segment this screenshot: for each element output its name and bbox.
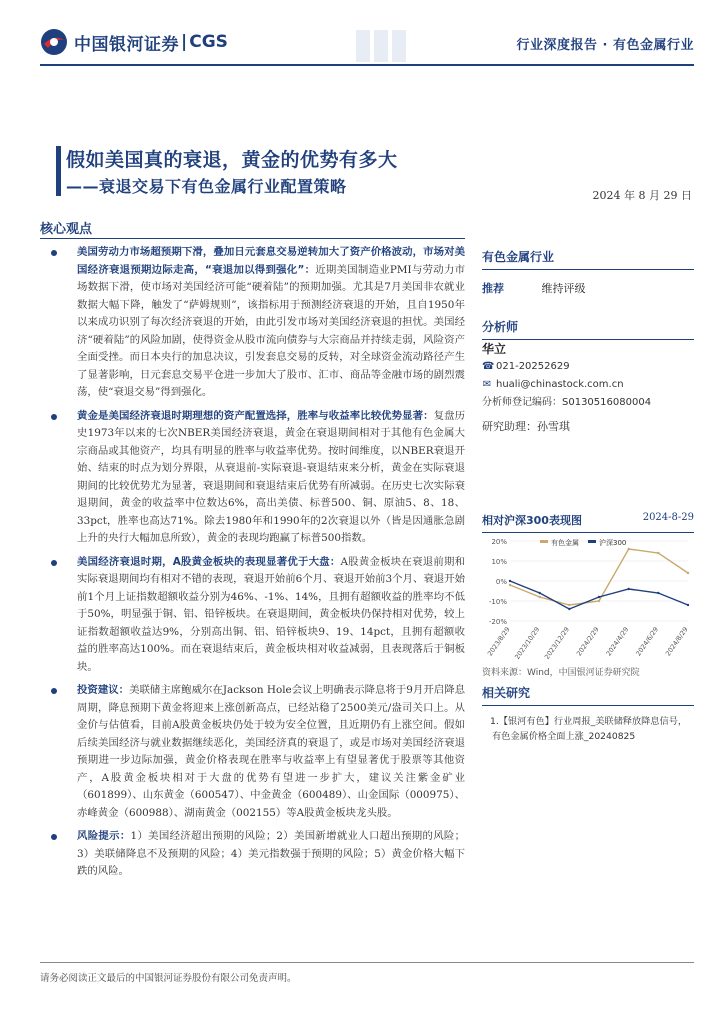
- core-view-item: [40, 828, 465, 881]
- rating-row: [482, 280, 694, 296]
- analyst-info: [482, 340, 694, 412]
- email-icon: ✉: [482, 379, 492, 390]
- footer-divider: [40, 962, 694, 963]
- core-view-item: [40, 554, 465, 677]
- bullet-text: 美联储主席鲍威尔在Jackson Hole会议上明确表示降息将于9月开启降息周期，降息预期下黄金将迎来上涨创新高点，已经站稳了2500美元/盎司关口上。从金价与估值看，目前A股黄金板块仍处于较为安全位置，且近期仍有上涨空间。假如后续美国经济与就业数据继续恶化，美国经济真的衰退了，或是市场对美国经济衰退预期进一步边际加强，黄金价格表现在胜率与收益率上有望显著优于股票等其他资产，A股黄金板块相对于大盘的优势有望进一步扩大，建议关注紫金矿业（601899）、山东黄金（600547）、中金黄金（600489）、山金国际（000975）、赤峰黄金（600988）、湖南黄金（002155）等A股黄金板块龙头股。: [77, 684, 466, 819]
- chart-y-tick-label: -10%: [488, 598, 507, 606]
- analyst-cert: 分析师登记编码：S0130516080004: [482, 397, 652, 408]
- chart-svg: [482, 533, 694, 661]
- bullet-dot-icon: [51, 560, 57, 566]
- analyst-phone: 021-20252629: [496, 361, 570, 372]
- bullet-dot-icon: [51, 250, 57, 256]
- header-divider: [40, 64, 694, 66]
- chart-y-tick-label: -20%: [488, 618, 507, 626]
- chart-legend-label: 沪深300: [599, 539, 627, 547]
- chart-x-tick-label: 2023/12/29: [542, 625, 571, 661]
- bullet-lead: 美国经济衰退时期，A股黄金板块的表现显著优于大盘：: [77, 555, 341, 568]
- chart-point: [598, 596, 600, 598]
- chart-source: 资料来源：Wind，中国银河证券研究院: [482, 668, 640, 678]
- watermark-icon: [352, 26, 422, 66]
- chart-point: [657, 592, 659, 594]
- industry-heading: 有色金属行业: [482, 250, 555, 264]
- chart-x-tick-label: 2023/8/29: [485, 625, 512, 658]
- chart-point: [687, 572, 689, 574]
- related-divider: [482, 705, 694, 706]
- chart-x-tick-label: 2024/8/29: [663, 625, 690, 658]
- chart-x-tick-label: 2024/6/29: [634, 625, 660, 658]
- chart-y-tick-label: 20%: [491, 538, 507, 546]
- chart-series-line: [510, 581, 688, 609]
- industry-divider: [482, 269, 694, 270]
- analyst-heading: 分析师: [482, 320, 519, 334]
- title-accent-bar: [56, 146, 61, 196]
- analyst-email[interactable]: huali@chinastock.com.cn: [496, 379, 624, 390]
- footer-disclaimer: 请务必阅读正文最后的中国银河证券股份有限公司免责声明。: [40, 973, 297, 984]
- bullet-lead: 美国劳动力市场超预期下滑，叠加日元套息交易逆转加大了资产价格波动，市场对美国经济衰退预期边际走高，“衰退加以得到强化”：: [77, 246, 465, 276]
- core-view-heading: 核心观点: [40, 222, 93, 237]
- report-date: 2024 年 8 月 29 日: [592, 189, 692, 202]
- bullet-lead: 黄金是美国经济衰退时期理想的资产配置选择，胜率与收益率比较优势显著：: [77, 409, 434, 422]
- core-view-item: [40, 244, 465, 402]
- chart-point: [657, 552, 659, 554]
- chart-point: [627, 588, 629, 590]
- chart-point: [687, 604, 689, 606]
- chart-point: [598, 600, 600, 602]
- rating-value: 维持评级: [541, 282, 586, 295]
- chart-date: 2024-8-29: [642, 512, 694, 523]
- core-view-divider: [40, 238, 465, 239]
- bullet-text: 1）美国经济超出预期的风险；2）美国新增就业人口超出预期的风险；3）美联储降息不及预期的风险；4）美元指数强于预期的风险；5）黄金价格大幅下跌的风险。: [77, 830, 466, 877]
- core-view-item: [40, 408, 465, 548]
- chart-x-tick-label: 2024/4/29: [604, 625, 631, 658]
- chart-title: 相对沪深300表现图: [482, 514, 582, 527]
- page-header: [40, 24, 694, 60]
- chart-point: [509, 584, 511, 586]
- related-item[interactable]: 1.【银河有色】行业周报_美联储释放降息信号，有色金属价格全面上涨_20240825: [490, 716, 688, 742]
- bullet-text: 复盘历史1973年以来的七次NBER美国经济衰退，黄金在衰退期间相对于其他有色金属大宗商品或其他资产，均具有明显的胜率与收益率优势。按时间维度，以NBER衰退开始、结束的时点为划分界限，从衰退前-实际衰退-衰退结束来分析，黄金在实际衰退期间的比较优势尤为显著，衰退期间和衰退结束后优势有所减弱。在历史七次实际衰退期间，黄金的收益率中位数达6%，高出美债、标普500、铜、原油5、8、18、33pct，胜率也高达71%。除去1980年和1990年的2次衰退以外（皆是因通胀急剧上升的央行大幅加息所致），黄金的表现均跑赢了标普500指数。: [77, 409, 466, 544]
- chart-point: [627, 548, 629, 550]
- bullet-lead: 投资建议：: [77, 684, 130, 696]
- analyst-name: 华立: [482, 342, 507, 356]
- analyst-section: [482, 318, 694, 340]
- industry-section: [482, 248, 694, 270]
- bullet-text: A股黄金板块在衰退前期和实际衰退期间均有相对不错的表现，衰退开始前6个月、衰退开始前3个月、衰退开始前1个月上证指数超额收益分别为46%、-1%、14%，且拥有超额收益的胜率均不低于50%，明显强于铜、铝、铅锌板块。在衰退期间，黄金板块仍保持相对优势，较上证指数超额收益达9%，分别高出铜、铝、铅锌板块9、19、14pct，且拥有超额收益的胜率高达100%。而在衰退结束后，黄金板块相对收益减弱，且表现落后于铜板块。: [77, 555, 465, 673]
- chart-legend-label: 有色金属: [551, 539, 579, 547]
- bullet-dot-icon: [51, 414, 57, 420]
- logo-icon: [40, 28, 68, 56]
- chart-point: [568, 608, 570, 610]
- performance-chart: [482, 512, 694, 662]
- logo-text: 中国银河证券: [74, 34, 179, 55]
- analyst-phone-row: [482, 358, 694, 376]
- core-view-item: [40, 682, 465, 822]
- chart-legend-swatch: [588, 540, 596, 543]
- chart-x-tick-label: 2023/10/29: [513, 625, 542, 661]
- chart-y-tick-label: 10%: [491, 558, 507, 566]
- chart-point: [538, 592, 540, 594]
- chart-x-tick-label: 2024/2/29: [574, 625, 601, 658]
- rating-key: 推荐: [482, 282, 504, 295]
- logo-cgs: CGS: [189, 32, 228, 52]
- research-assistant: 研究助理：孙雪琪: [482, 420, 570, 433]
- related-section: [482, 684, 694, 744]
- chart-title-row: [482, 512, 694, 528]
- chart-y-tick-label: 0%: [495, 578, 507, 586]
- bullet-text: 近期美国制造业PMI与劳动力市场数据下滑，使市场对美国经济可能“硬着陆”的预期加强。尤其是7月美国非农就业数据大幅下降，触发了“萨姆规则”，该指标用于预测经济衰退的开始，且自1950年以来成功识别了每次经济衰退的开始，由此引发市场对美国经济衰退的担忧。美国经济“硬着陆”的风险加剧，使得资金从股市流向债券与大宗商品并持续走弱，风险资产全面受挫。而日本央行的加息决议，引发套息交易的反转，对全球资金流动路径产生了显著影响，日元套息交易平仓进一步加大了股市、汇市、商品等金融市场的剧烈震荡，使“衰退交易”得到强化。: [77, 263, 466, 398]
- chart-point: [509, 580, 511, 582]
- bullet-dot-icon: [51, 688, 57, 694]
- related-heading: 相关研究: [482, 686, 531, 700]
- report-type: 行业深度报告 · 有色金属行业: [516, 38, 694, 53]
- logo: [40, 28, 228, 56]
- report-title: 假如美国真的衰退，黄金的优势有多大: [66, 149, 398, 171]
- bullet-dot-icon: [51, 834, 57, 840]
- logo-separator: |: [181, 32, 188, 52]
- report-subtitle: ——衰退交易下有色金属行业配置策略: [66, 177, 347, 196]
- core-view-list: [40, 244, 465, 887]
- bullet-lead: 风险提示：: [77, 830, 131, 842]
- chart-point: [538, 596, 540, 598]
- chart-point: [568, 604, 570, 606]
- analyst-email-row: [482, 376, 694, 394]
- chart-legend-swatch: [540, 540, 548, 543]
- phone-icon: ☎: [482, 361, 495, 372]
